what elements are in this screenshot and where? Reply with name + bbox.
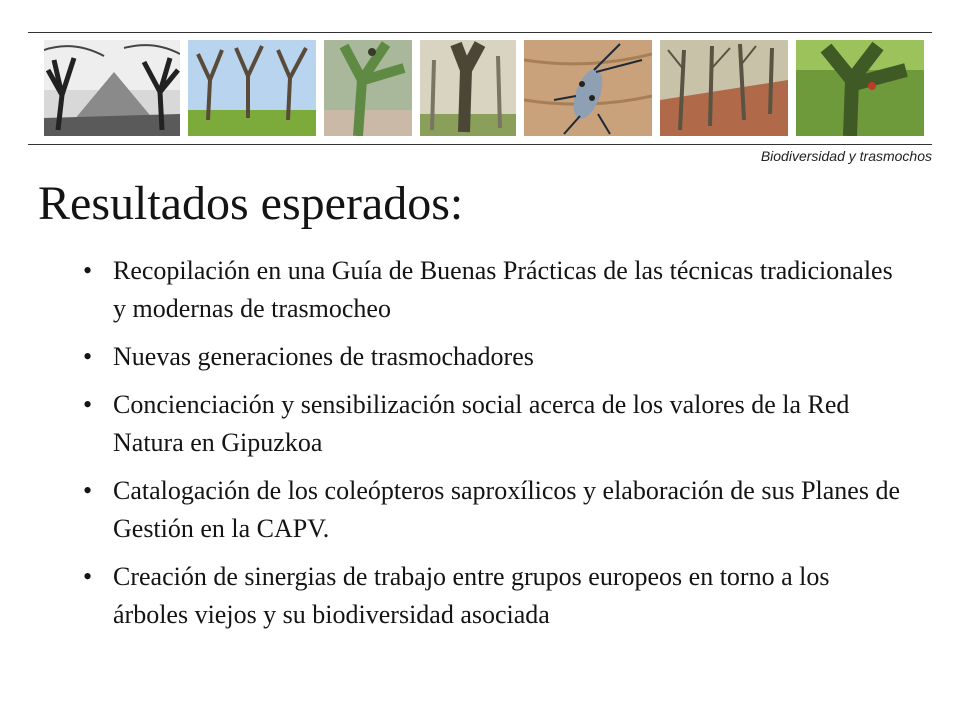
bullet-text: Catalogación de los coleópteros saproxílicos y elaboración de sus Planes de Gestión en la CAPV. (113, 476, 901, 543)
bullet-item (80, 252, 910, 328)
bullet-text: Concienciación y sensibilización social acerca de los valores de la Red Natura en Gipuzkoa (113, 390, 850, 457)
bullet-text: Recopilación en una Guía de Buenas Prácticas de las técnicas tradicionales y modernas de trasmocheo (113, 256, 893, 323)
bullet-marker: • (83, 342, 93, 371)
photo-bw-pollarded-trees-mountain (44, 40, 180, 136)
bullet-item (80, 338, 910, 376)
bullet-item (80, 558, 910, 634)
photo-longhorn-beetle (524, 40, 652, 136)
bullet-list (80, 252, 910, 644)
bullet-item (80, 472, 910, 548)
photo-forest-slope (660, 40, 788, 136)
photo-pollarded-trees-meadow (188, 40, 316, 136)
bottom-divider (28, 144, 932, 145)
bullet-marker: • (83, 390, 93, 419)
photo-mossy-trunk (324, 40, 412, 136)
bullet-item (80, 386, 910, 462)
bullet-marker: • (83, 256, 93, 285)
bullet-marker: • (83, 562, 93, 591)
bullet-marker: • (83, 476, 93, 505)
top-divider (28, 32, 932, 33)
bullet-text: Creación de sinergias de trabajo entre grupos europeos en torno a los árboles viejos y su biodiversidad asociada (113, 562, 830, 629)
header-subtitle: Biodiversidad y trasmochos (760, 148, 932, 164)
bullet-text: Nuevas generaciones de trasmochadores (113, 342, 534, 371)
slide-title: Resultados esperados: (38, 177, 464, 230)
photo-beech-forest (420, 40, 516, 136)
photo-green-pollard-trunk (796, 40, 924, 136)
